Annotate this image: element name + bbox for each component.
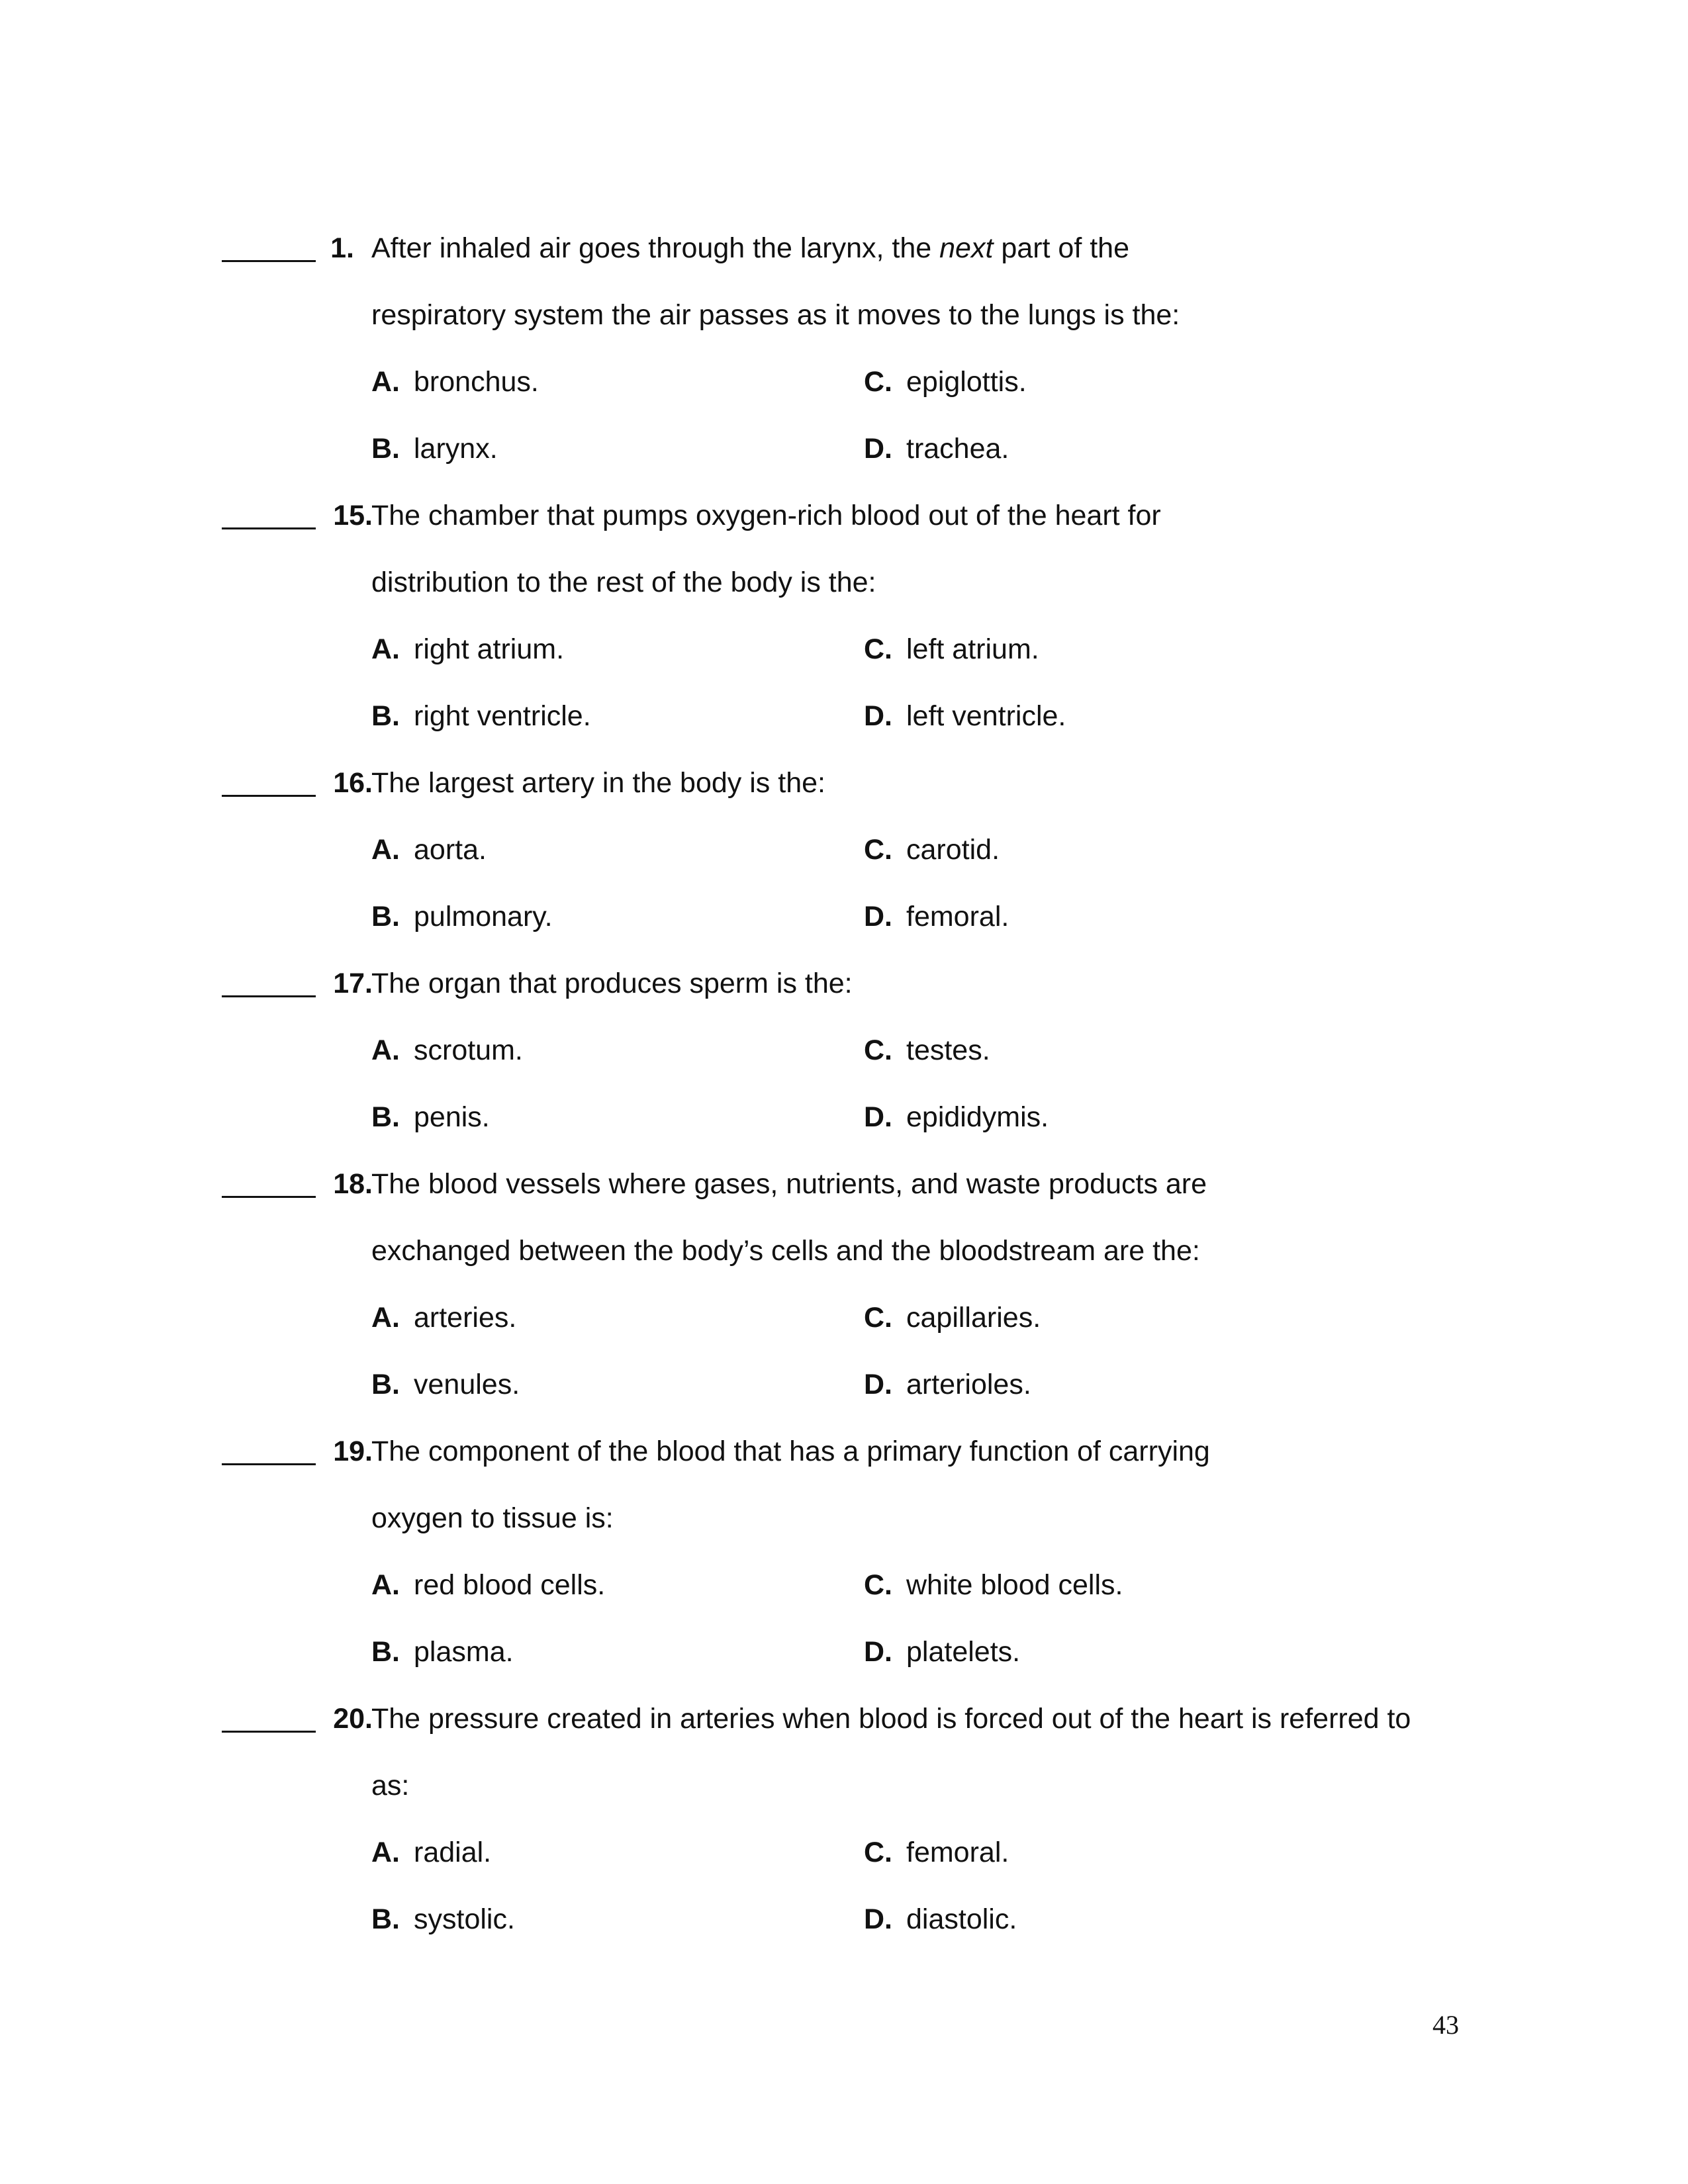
choice-text: venules. bbox=[414, 1369, 520, 1400]
choice-b bbox=[371, 1638, 514, 1666]
answer-blank[interactable] bbox=[222, 1437, 316, 1465]
question-15 bbox=[222, 502, 1479, 769]
choice-letter: C. bbox=[864, 366, 892, 398]
question-text: The organ that produces sperm is the: bbox=[371, 968, 853, 999]
question-line bbox=[222, 569, 1479, 635]
choice-letter: B. bbox=[371, 433, 400, 465]
choice-c bbox=[864, 1304, 1041, 1332]
question-number: 17. bbox=[333, 968, 373, 999]
choice-c bbox=[864, 1036, 990, 1065]
choice-d bbox=[864, 702, 1066, 731]
question-text: The component of the blood that has a primary function of carrying bbox=[371, 1435, 1210, 1467]
choice-row bbox=[222, 368, 1479, 435]
answer-blank[interactable] bbox=[222, 502, 316, 529]
answer-blank[interactable] bbox=[222, 769, 316, 797]
choice-text: radial. bbox=[414, 1837, 492, 1868]
question-text: respiratory system the air passes as it moves to the lungs is the: bbox=[371, 299, 1180, 331]
choice-row bbox=[222, 435, 1479, 502]
choice-letter: D. bbox=[864, 700, 892, 732]
question-number: 20. bbox=[333, 1703, 373, 1735]
question-16 bbox=[222, 769, 1479, 970]
choice-text: trachea. bbox=[906, 433, 1009, 465]
choice-text: left atrium. bbox=[906, 633, 1039, 665]
choice-text: femoral. bbox=[906, 1837, 1009, 1868]
choice-row bbox=[222, 1905, 1479, 1972]
choice-d bbox=[864, 903, 1009, 931]
choice-d bbox=[864, 1103, 1049, 1132]
choice-text: red blood cells. bbox=[414, 1569, 606, 1601]
question-line bbox=[222, 1437, 1479, 1504]
choice-letter: A. bbox=[371, 1837, 400, 1868]
question-line bbox=[222, 301, 1479, 368]
choice-text: systolic. bbox=[414, 1903, 515, 1935]
answer-blank[interactable] bbox=[222, 970, 316, 997]
choice-letter: A. bbox=[371, 366, 400, 398]
choice-letter: C. bbox=[864, 1569, 892, 1601]
choice-letter: D. bbox=[864, 1101, 892, 1133]
question-17 bbox=[222, 970, 1479, 1170]
choice-letter: A. bbox=[371, 1569, 400, 1601]
question-text-part: After inhaled air goes through the larynx, the bbox=[371, 232, 940, 264]
question-19 bbox=[222, 1437, 1479, 1705]
question-number: 1. bbox=[330, 232, 354, 264]
answer-blank[interactable] bbox=[222, 1705, 316, 1733]
question-line bbox=[222, 970, 1479, 1036]
question-line bbox=[222, 1237, 1479, 1304]
choice-letter: C. bbox=[864, 834, 892, 866]
choice-c bbox=[864, 1839, 1009, 1867]
choice-d bbox=[864, 435, 1009, 463]
choice-text: diastolic. bbox=[906, 1903, 1017, 1935]
question-text: exchanged between the body’s cells and the bloodstream are the: bbox=[371, 1235, 1200, 1267]
choice-text: arteries. bbox=[414, 1302, 517, 1334]
question-number: 16. bbox=[333, 767, 373, 799]
choice-row bbox=[222, 1036, 1479, 1103]
choice-c bbox=[864, 836, 1000, 864]
choice-d bbox=[864, 1371, 1031, 1399]
choice-text: aorta. bbox=[414, 834, 487, 866]
choice-row bbox=[222, 903, 1479, 970]
question-line bbox=[222, 234, 1479, 301]
choice-text: left ventricle. bbox=[906, 700, 1066, 732]
choice-letter: D. bbox=[864, 433, 892, 465]
choice-letter: D. bbox=[864, 1369, 892, 1400]
question-text: The chamber that pumps oxygen-rich blood out of the heart for bbox=[371, 500, 1161, 531]
question-number: 19. bbox=[333, 1435, 373, 1467]
choice-letter: B. bbox=[371, 1903, 400, 1935]
choice-letter: C. bbox=[864, 1302, 892, 1334]
choice-text: epiglottis. bbox=[906, 366, 1027, 398]
choice-d bbox=[864, 1638, 1020, 1666]
choice-letter: B. bbox=[371, 1636, 400, 1668]
choice-text: capillaries. bbox=[906, 1302, 1041, 1334]
choice-text: arterioles. bbox=[906, 1369, 1031, 1400]
choice-a bbox=[371, 1839, 491, 1867]
choice-c bbox=[864, 1571, 1123, 1600]
choice-letter: C. bbox=[864, 633, 892, 665]
question-line bbox=[222, 1504, 1479, 1571]
choice-row bbox=[222, 1839, 1479, 1905]
choice-d bbox=[864, 1905, 1017, 1934]
choice-letter: B. bbox=[371, 901, 400, 933]
question-18 bbox=[222, 1170, 1479, 1437]
choice-text: bronchus. bbox=[414, 366, 539, 398]
choice-letter: C. bbox=[864, 1837, 892, 1868]
choice-letter: A. bbox=[371, 1034, 400, 1066]
choice-letter: B. bbox=[371, 700, 400, 732]
choice-a bbox=[371, 836, 487, 864]
choice-b bbox=[371, 1371, 520, 1399]
choice-text: plasma. bbox=[414, 1636, 514, 1668]
choice-row bbox=[222, 635, 1479, 702]
choice-text: femoral. bbox=[906, 901, 1009, 933]
question-line bbox=[222, 1705, 1479, 1772]
question-line bbox=[222, 1170, 1479, 1237]
page-number: 43 bbox=[1432, 2010, 1459, 2040]
question-1 bbox=[222, 234, 1479, 502]
answer-blank[interactable] bbox=[222, 1170, 316, 1198]
choice-row bbox=[222, 702, 1479, 769]
question-number: 15. bbox=[333, 500, 373, 531]
choice-row bbox=[222, 1638, 1479, 1705]
question-text: The largest artery in the body is the: bbox=[371, 767, 825, 799]
question-line bbox=[222, 502, 1479, 569]
question-text-part: part of the bbox=[993, 232, 1129, 264]
choice-b bbox=[371, 435, 498, 463]
question-text: as: bbox=[371, 1770, 410, 1801]
question-text: The pressure created in arteries when blood is forced out of the heart is referred to bbox=[371, 1703, 1411, 1735]
choice-letter: D. bbox=[864, 1903, 892, 1935]
choice-text: carotid. bbox=[906, 834, 1000, 866]
choice-row bbox=[222, 1571, 1479, 1638]
question-text bbox=[371, 234, 1129, 263]
choice-a bbox=[371, 635, 564, 664]
choice-a bbox=[371, 368, 539, 396]
choice-letter: A. bbox=[371, 1302, 400, 1334]
choice-row bbox=[222, 836, 1479, 903]
choice-b bbox=[371, 1103, 490, 1132]
choice-text: larynx. bbox=[414, 433, 498, 465]
choice-c bbox=[864, 368, 1027, 396]
choice-c bbox=[864, 635, 1039, 664]
question-line bbox=[222, 769, 1479, 836]
choice-text: penis. bbox=[414, 1101, 490, 1133]
question-text: oxygen to tissue is: bbox=[371, 1502, 614, 1534]
choice-text: right atrium. bbox=[414, 633, 565, 665]
question-text: distribution to the rest of the body is the: bbox=[371, 567, 876, 598]
choice-letter: B. bbox=[371, 1369, 400, 1400]
choice-text: epididymis. bbox=[906, 1101, 1049, 1133]
choice-text: white blood cells. bbox=[906, 1569, 1123, 1601]
choice-letter: D. bbox=[864, 901, 892, 933]
choice-text: platelets. bbox=[906, 1636, 1021, 1668]
choice-text: testes. bbox=[906, 1034, 990, 1066]
choice-b bbox=[371, 903, 553, 931]
choice-a bbox=[371, 1571, 605, 1600]
choice-a bbox=[371, 1304, 516, 1332]
choice-row bbox=[222, 1304, 1479, 1371]
question-line bbox=[222, 1772, 1479, 1839]
choice-b bbox=[371, 702, 591, 731]
choice-letter: A. bbox=[371, 834, 400, 866]
choice-text: scrotum. bbox=[414, 1034, 523, 1066]
choice-row bbox=[222, 1371, 1479, 1437]
question-number: 18. bbox=[333, 1168, 373, 1200]
choice-b bbox=[371, 1905, 515, 1934]
choice-letter: D. bbox=[864, 1636, 892, 1668]
choice-text: pulmonary. bbox=[414, 901, 553, 933]
choice-row bbox=[222, 1103, 1479, 1170]
question-text: The blood vessels where gases, nutrients, and waste products are bbox=[371, 1168, 1207, 1200]
choice-letter: A. bbox=[371, 633, 400, 665]
choice-text: right ventricle. bbox=[414, 700, 591, 732]
question-20 bbox=[222, 1705, 1479, 1972]
choice-letter: B. bbox=[371, 1101, 400, 1133]
choice-letter: C. bbox=[864, 1034, 892, 1066]
choice-a bbox=[371, 1036, 523, 1065]
answer-blank[interactable] bbox=[222, 234, 316, 262]
emphasis-text: next bbox=[939, 232, 994, 264]
